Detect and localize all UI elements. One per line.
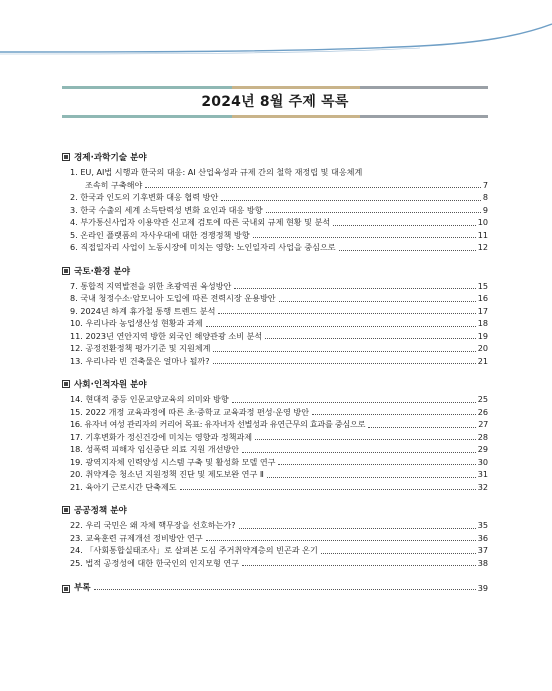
leader-dots xyxy=(94,589,476,590)
toc-entry[interactable]: 16. 유자녀 여성 관리자의 커리어 목표: 유자녀자 선별성과 유연근무의 효과를 중심으로 27 xyxy=(70,419,488,429)
leader-dots xyxy=(232,402,476,403)
leader-dots xyxy=(180,489,476,490)
title-rule-bottom xyxy=(62,115,488,118)
leader-dots xyxy=(213,363,476,364)
toc-entry[interactable]: 14. 현대적 중등 인문교양교육의 의미와 방향 25 xyxy=(70,394,488,404)
toc-entry[interactable]: 24. 「사회통합실태조사」로 살펴본 도심 주거취약계층의 빈곤과 온기 37 xyxy=(70,545,488,555)
page-number: 21 xyxy=(477,355,488,366)
toc-entry[interactable]: 7. 통합적 지역발전을 위한 초광역권 육성방안 15 xyxy=(70,280,488,291)
page-number: 11 xyxy=(477,229,488,240)
section-heading: 공공정책 분야 xyxy=(62,503,488,517)
table-of-contents xyxy=(62,150,488,593)
toc-entry[interactable]: 17. 기후변화가 정신건강에 미치는 영향과 정책과제 28 xyxy=(70,431,488,442)
toc-entry[interactable]: 21. 육아기 근로시간 단축제도 32 xyxy=(70,481,488,492)
leader-dots xyxy=(278,464,475,465)
square-bullet-icon xyxy=(62,506,70,514)
leader-dots xyxy=(242,452,476,453)
page-number: 9 xyxy=(482,204,488,215)
page-number: 37 xyxy=(477,545,488,555)
leader-dots xyxy=(239,528,476,529)
toc-entry[interactable]: 4. 부가통신사업자 이용약관 신고제 검토에 따른 국내외 규제 현황 및 분석 10 xyxy=(70,217,488,227)
leader-dots xyxy=(321,553,476,554)
leader-dots xyxy=(206,326,476,327)
toc-entry[interactable]: 10. 우리나라 농업생산성 현황과 과제 18 xyxy=(70,318,488,328)
toc-entry[interactable]: 15. 2022 개정 교육과정에 따른 초·중학교 교육과정 편성·운영 방안 26 xyxy=(70,406,488,417)
square-bullet-icon xyxy=(62,380,70,388)
toc-entry[interactable]: 20. 취약계층 청소년 지원정책 진단 및 제도보완 연구 Ⅱ 31 xyxy=(70,469,488,479)
toc-entry[interactable]: 13. 우리나라 빈 건축물은 얼마나 될까? 21 xyxy=(70,355,488,366)
leader-dots xyxy=(312,414,476,415)
section-heading: 사회·인적자원 분야 xyxy=(62,377,488,391)
toc-section-social-human-resources xyxy=(62,377,488,493)
page-title: 2024년 8월 주제 목록 xyxy=(201,94,349,110)
toc-entry[interactable]: 18. 성폭력 피해자 임신중단 의료 지원 개선방안 29 xyxy=(70,444,488,454)
page-number: 29 xyxy=(477,444,488,454)
header-curve-decoration xyxy=(0,0,552,70)
page-number: 20 xyxy=(477,343,488,353)
page-number: 7 xyxy=(482,179,488,190)
leader-dots xyxy=(255,439,476,440)
leader-dots xyxy=(234,288,475,289)
page-number: 38 xyxy=(477,557,488,568)
page-number: 30 xyxy=(477,456,488,467)
leader-dots xyxy=(253,237,476,238)
leader-dots xyxy=(213,351,475,352)
page-number: 35 xyxy=(477,520,488,530)
page-number: 28 xyxy=(477,431,488,442)
toc-entry[interactable]: 23. 교육훈련 규제개선 정비방안 연구 36 xyxy=(70,532,488,543)
toc-section-public-policy xyxy=(62,503,488,569)
leader-dots xyxy=(145,187,481,188)
page-number: 16 xyxy=(477,293,488,303)
toc-entry[interactable]: 8. 국내 청정수소·암모니아 도입에 따른 전력시장 운용방안 16 xyxy=(70,293,488,303)
page-number: 18 xyxy=(477,318,488,328)
toc-entry[interactable]: 1. EU, AI법 시행과 한국의 대응: AI 산업육성과 규제 간의 철학 재정립 및 대응체계 조속히 구축해야 7 xyxy=(70,167,488,190)
toc-entry-appendix[interactable]: 부록 39 xyxy=(62,579,488,593)
toc-entry[interactable]: 22. 우리 국민은 왜 자체 핵무장을 선호하는가? 35 xyxy=(70,520,488,530)
leader-dots xyxy=(265,338,475,339)
toc-entry[interactable]: 5. 온라인 플랫폼의 자사우대에 대한 경쟁정책 방향 11 xyxy=(70,229,488,240)
square-bullet-icon xyxy=(62,267,70,275)
section-heading: 경제·과학기술 분야 xyxy=(62,150,488,164)
toc-entry[interactable]: 9. 2024년 하계 휴가철 통행 트렌드 분석 17 xyxy=(70,305,488,316)
page-number: 12 xyxy=(477,242,488,252)
leader-dots xyxy=(242,565,476,566)
page-number: 25 xyxy=(477,394,488,404)
page-number: 17 xyxy=(477,305,488,316)
toc-entry[interactable]: 19. 광역지자체 인력양성 시스템 구축 및 활성화 모델 연구 30 xyxy=(70,456,488,467)
page-number: 8 xyxy=(482,192,488,202)
leader-dots xyxy=(206,540,476,541)
toc-section-economy xyxy=(62,150,488,254)
leader-dots xyxy=(267,477,476,478)
toc-entry[interactable]: 11. 2023년 연안지역 방한 외국인 해양관광 소비 분석 19 xyxy=(70,330,488,341)
square-bullet-icon xyxy=(62,585,70,593)
page-number: 26 xyxy=(477,406,488,417)
section-heading: 국토·환경 분야 xyxy=(62,264,488,278)
page-number: 32 xyxy=(477,481,488,492)
page-number: 36 xyxy=(477,532,488,543)
leader-dots xyxy=(266,212,481,213)
leader-dots xyxy=(339,250,476,251)
title-banner xyxy=(62,86,488,118)
toc-entry[interactable]: 6. 직접일자리 사업이 노동시장에 미치는 영향: 노인일자리 사업을 중심으로 12 xyxy=(70,242,488,252)
page-number: 27 xyxy=(478,419,488,429)
leader-dots xyxy=(218,313,475,314)
leader-dots xyxy=(279,301,476,302)
square-bullet-icon xyxy=(62,153,70,161)
leader-dots xyxy=(221,200,481,201)
page-number: 31 xyxy=(477,469,488,479)
toc-entry[interactable]: 2. 한국과 인도의 기후변화 대응 협력 방안 8 xyxy=(70,192,488,202)
toc-entry[interactable]: 3. 한국 수출의 세계 소득탄력성 변화 요인과 대응 방향 9 xyxy=(70,204,488,215)
page-number: 39 xyxy=(477,583,488,593)
page-number: 15 xyxy=(477,280,488,291)
toc-entry[interactable]: 12. 공정전환정책 평가기준 및 지원체계 20 xyxy=(70,343,488,353)
toc-entry[interactable]: 25. 법적 공정성에 대한 한국인의 인지모형 연구 38 xyxy=(70,557,488,568)
page-number: 10 xyxy=(477,217,488,227)
toc-section-land-environment xyxy=(62,264,488,368)
leader-dots xyxy=(333,225,475,226)
page-number: 19 xyxy=(477,330,488,341)
leader-dots xyxy=(368,427,476,428)
